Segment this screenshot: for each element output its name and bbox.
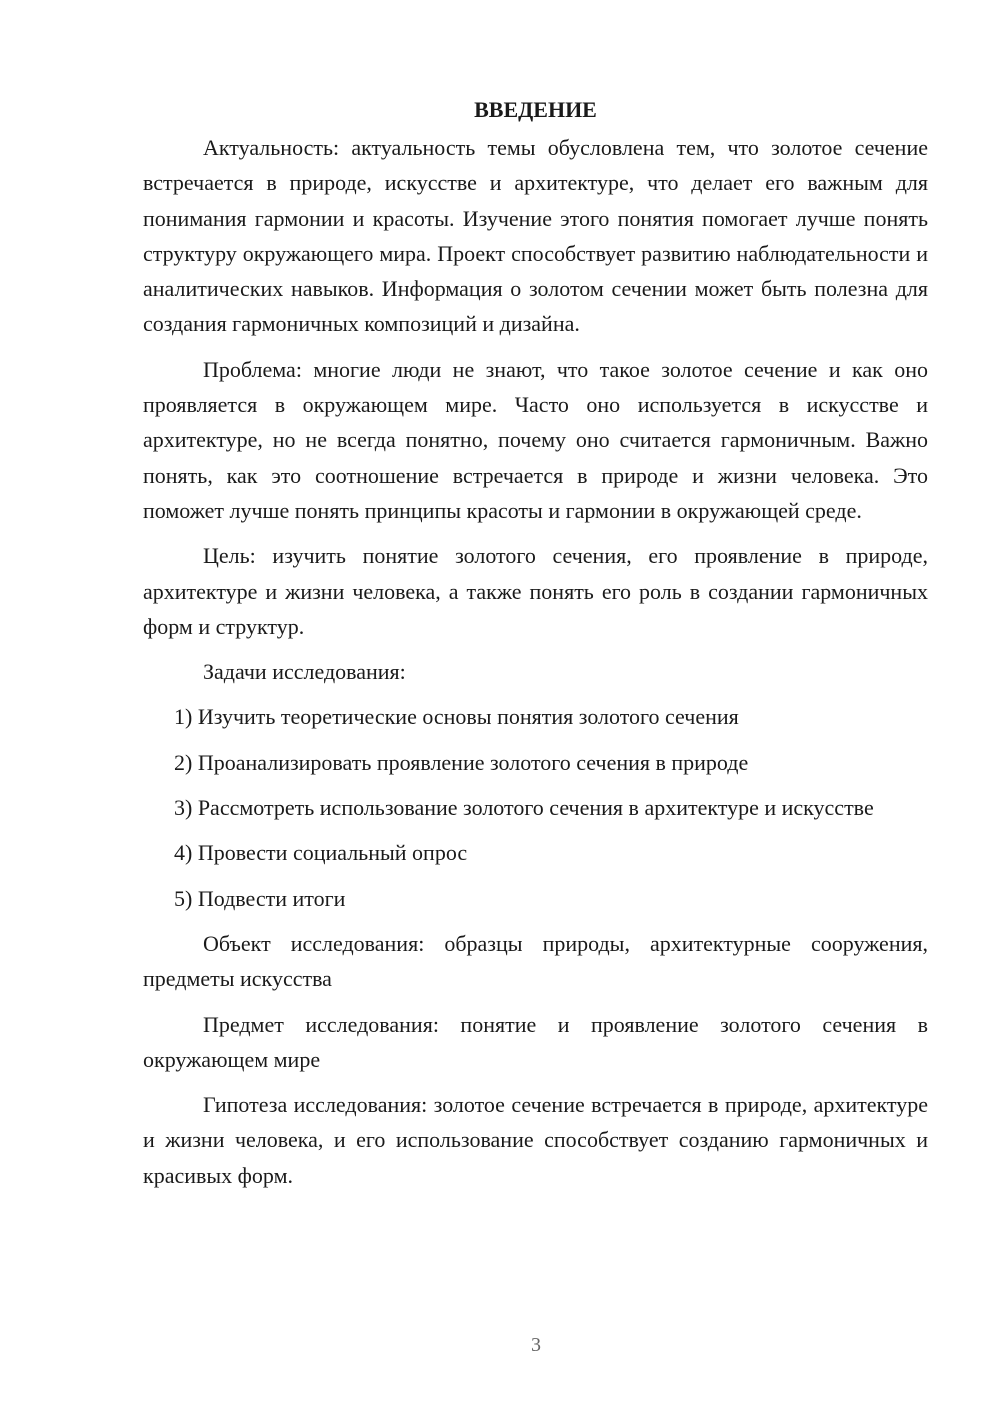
relevance-paragraph: Актуальность: актуальность темы обусловлена тем, что золотое сечение встречается в природе, искусстве и архитектуре, что делает его важным для понимания гармонии и красоты. Изучение этого понятия помогает лучше понять структуру окружающего мира. Проект способствует развитию наблюдательности и аналитических навыков. Информация о золотом сечении может быть полезна для создания гармоничных композиций и дизайна. (143, 135, 928, 337)
list-item: 3) Рассмотреть использование золотого сечения в архитектуре и искусстве (174, 795, 874, 821)
tasks-list (143, 699, 928, 915)
list-item: 5) Подвести итоги (174, 885, 346, 911)
page-title: ВВЕДЕНИЕ (474, 97, 597, 122)
object-paragraph: Объект исследования: образцы природы, архитектурные сооружения, предметы искусства (143, 930, 928, 992)
tasks-heading: Задачи исследования: (203, 659, 406, 685)
page-number: 3 (531, 1334, 541, 1356)
goal-paragraph: Цель: изучить понятие золотого сечения, его проявление в природе, архитектуре и жизни человека, а также понять его роль в создании гармоничных форм и структур. (143, 543, 928, 639)
list-item: 4) Провести социальный опрос (174, 840, 468, 866)
subject-paragraph: Предмет исследования: понятие и проявление золотого сечения в окружающем мире (143, 1011, 928, 1072)
problem-paragraph: Проблема: многие люди не знают, что такое золотое сечение и как оно проявляется в окружающем мире. Часто оно используется в искусстве и архитектуре, но не всегда понятно, почему оно считается гармоничным. Важно понять, как это соотношение встречается в природе и жизни человека. Это поможет лучше понять принципы красоты и гармонии в окружающей среде. (143, 356, 928, 523)
hypothesis-paragraph: Гипотеза исследования: золотое сечение встречается в природе, архитектуре и жизни человека, и его использование способствует созданию гармоничных и красивых форм. (143, 1092, 928, 1188)
list-item: 2) Проанализировать проявление золотого сечения в природе (174, 749, 749, 775)
list-item: 1) Изучить теоретические основы понятия золотого сечения (174, 704, 739, 730)
document-page (143, 92, 928, 1193)
